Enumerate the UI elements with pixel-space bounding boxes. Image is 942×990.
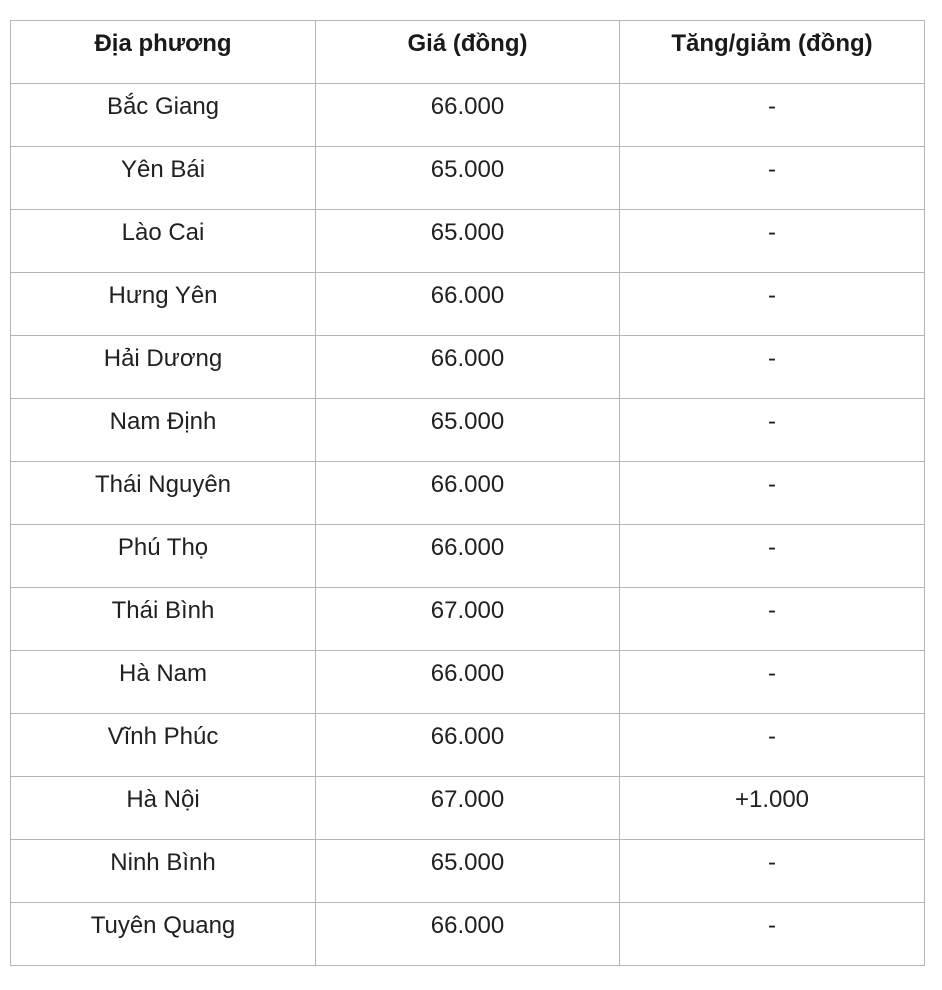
cell-price [316,651,620,714]
cell-change-text: - [768,471,776,498]
cell-location-text: Ninh Bình [110,849,216,876]
cell-change-text: - [768,219,776,246]
cell-price-text: 66.000 [430,345,505,372]
cell-change-text: - [768,93,776,120]
cell-price [316,840,620,903]
cell-change-text: - [768,912,776,939]
cell-price [316,273,620,336]
cell-change [620,588,925,651]
header-price-label: Giá (đồng) [407,30,528,57]
cell-location [11,462,316,525]
table-row [11,840,925,903]
cell-location [11,336,316,399]
cell-price-text: 66.000 [430,282,505,309]
cell-location [11,147,316,210]
cell-price-text: 65.000 [430,849,505,876]
cell-price [316,210,620,273]
cell-location [11,273,316,336]
cell-price [316,336,620,399]
cell-price [316,525,620,588]
cell-price-text: 67.000 [430,786,505,813]
cell-location [11,84,316,147]
cell-change [620,147,925,210]
cell-price-text: 65.000 [430,156,505,183]
table-row [11,462,925,525]
table-row [11,651,925,714]
cell-change-text: - [768,597,776,624]
table-row [11,588,925,651]
cell-location [11,651,316,714]
header-change [620,21,925,84]
cell-location-text: Bắc Giang [106,93,220,120]
cell-location-text: Hà Nam [118,660,208,687]
cell-location-text: Hưng Yên [108,282,218,309]
cell-location-text: Thái Bình [111,597,215,624]
cell-price [316,588,620,651]
cell-location-text: Vĩnh Phúc [107,723,219,750]
cell-price [316,147,620,210]
header-location [11,21,316,84]
table-header [11,21,925,84]
cell-price [316,903,620,966]
table-row [11,714,925,777]
table-row [11,777,925,840]
cell-change [620,210,925,273]
cell-location-text: Nam Định [109,408,217,435]
cell-location [11,903,316,966]
cell-change-text: - [768,408,776,435]
cell-change [620,525,925,588]
cell-location [11,399,316,462]
cell-price [316,714,620,777]
cell-location [11,210,316,273]
cell-price-text: 65.000 [430,408,505,435]
cell-price-text: 66.000 [430,723,505,750]
cell-price-text: 66.000 [430,912,505,939]
header-change-label: Tăng/giảm (đồng) [671,30,873,57]
table-row [11,273,925,336]
cell-price-text: 66.000 [430,471,505,498]
cell-location-text: Lào Cai [121,219,205,246]
table-row [11,903,925,966]
table-row [11,84,925,147]
cell-change-text: - [768,723,776,750]
cell-location [11,714,316,777]
price-table [10,20,925,966]
table-row [11,399,925,462]
cell-location-text: Hải Dương [103,345,223,372]
cell-price-text: 66.000 [430,93,505,120]
cell-change [620,462,925,525]
header-price [316,21,620,84]
cell-change [620,273,925,336]
cell-location [11,525,316,588]
header-row [11,21,925,84]
cell-location-text: Hà Nội [126,786,200,813]
cell-change [620,777,925,840]
cell-change [620,84,925,147]
table-row [11,147,925,210]
cell-change [620,714,925,777]
cell-change-text: - [768,282,776,309]
cell-change-text: - [768,534,776,561]
table-row [11,210,925,273]
cell-change [620,336,925,399]
cell-change [620,651,925,714]
cell-change [620,840,925,903]
cell-price-text: 66.000 [430,534,505,561]
cell-location [11,777,316,840]
cell-change-text: +1.000 [734,786,810,813]
cell-price [316,84,620,147]
cell-change [620,399,925,462]
cell-change-text: - [768,849,776,876]
cell-price-text: 65.000 [430,219,505,246]
header-location-label: Địa phương [94,30,232,57]
cell-change [620,903,925,966]
table-body [11,84,925,966]
cell-change-text: - [768,660,776,687]
cell-location-text: Thái Nguyên [94,471,232,498]
table-row [11,525,925,588]
cell-price-text: 67.000 [430,597,505,624]
cell-location-text: Tuyên Quang [90,912,236,939]
cell-price [316,399,620,462]
cell-location [11,588,316,651]
cell-price-text: 66.000 [430,660,505,687]
cell-location-text: Yên Bái [120,156,206,183]
cell-price [316,462,620,525]
cell-location-text: Phú Thọ [117,534,209,561]
table-row [11,336,925,399]
cell-change-text: - [768,345,776,372]
cell-change-text: - [768,156,776,183]
cell-price [316,777,620,840]
cell-location [11,840,316,903]
